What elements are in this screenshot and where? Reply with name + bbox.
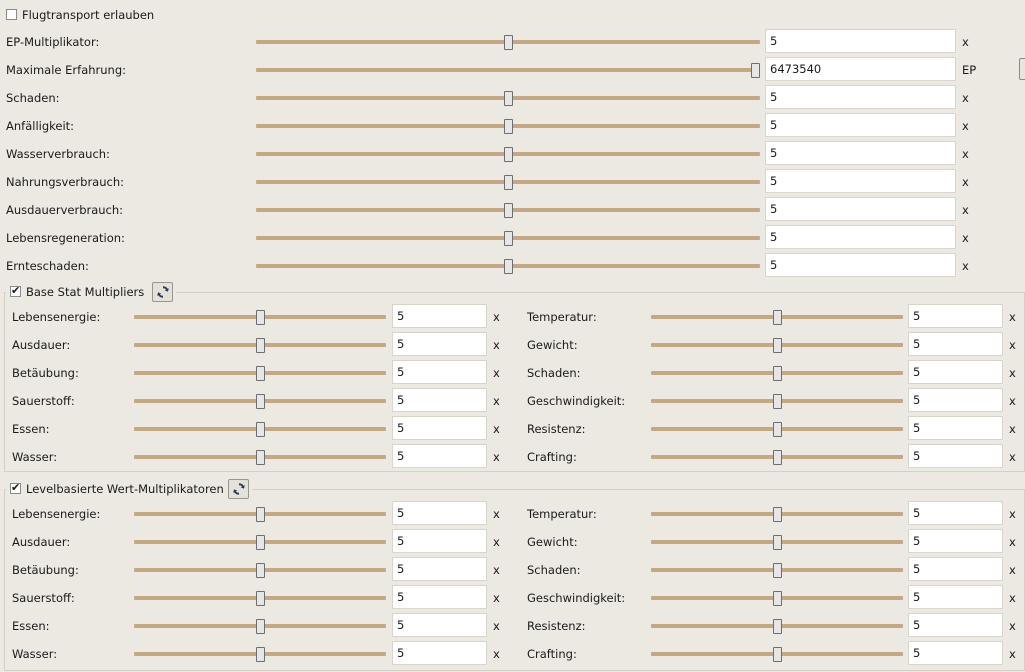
base-stat-left-4-label: Essen: xyxy=(12,422,50,436)
anfaelligkeit-label: Anfälligkeit: xyxy=(6,119,75,133)
base-stat-right-4-slider-thumb[interactable] xyxy=(773,422,782,437)
ep-multiplikator-input[interactable]: 5 xyxy=(765,29,956,53)
base-stat-right-5-input[interactable]: 5 xyxy=(908,444,1003,468)
flight-checkbox[interactable] xyxy=(6,9,17,20)
maximale-erfahrung-label: Maximale Erfahrung: xyxy=(6,63,127,77)
schaden-label: Schaden: xyxy=(6,91,60,105)
levelbasiert-left-3-unit: x xyxy=(493,591,500,605)
base-stat-right-5-label: Crafting: xyxy=(527,450,577,464)
maximale-erfahrung-slider-thumb[interactable] xyxy=(751,63,760,78)
levelbasiert-right-3-label: Geschwindigkeit: xyxy=(527,591,626,605)
base-stat-right-5-unit: x xyxy=(1009,450,1016,464)
ernteschaden-unit: x xyxy=(962,259,969,273)
lebensregeneration-slider-thumb[interactable] xyxy=(504,231,513,246)
base-stat-left-1-input[interactable]: 5 xyxy=(392,332,487,356)
wasserverbrauch-slider-thumb[interactable] xyxy=(504,147,513,162)
levelbasiert-right-5-input[interactable]: 5 xyxy=(908,641,1003,665)
base-stat-right-0-label: Temperatur: xyxy=(527,310,597,324)
levelbasiert-right-2-unit: x xyxy=(1009,563,1016,577)
levelbasiert-group xyxy=(4,489,1025,671)
base-stat-checkbox[interactable] xyxy=(10,286,21,297)
maximale-erfahrung-slider[interactable] xyxy=(256,68,760,72)
levelbasiert-left-0-slider-thumb[interactable] xyxy=(256,507,265,522)
base-stat-right-2-unit: x xyxy=(1009,366,1016,380)
levelbasiert-left-0-unit: x xyxy=(493,507,500,521)
flight-checkbox-label: Flugtransport erlauben xyxy=(22,8,155,22)
nahrungsverbrauch-unit: x xyxy=(962,175,969,189)
levelbasiert-left-0-label: Lebensenergie: xyxy=(12,507,101,521)
levelbasiert-right-4-slider-thumb[interactable] xyxy=(773,619,782,634)
base-stat-right-2-slider-thumb[interactable] xyxy=(773,366,782,381)
levelbasiert-left-1-slider-thumb[interactable] xyxy=(256,535,265,550)
base-stat-right-2-input[interactable]: 5 xyxy=(908,360,1003,384)
levelbasiert-left-2-slider-thumb[interactable] xyxy=(256,563,265,578)
ep-multiplikator-slider-thumb[interactable] xyxy=(504,35,513,50)
base-stat-left-2-unit: x xyxy=(493,366,500,380)
levelbasiert-left-4-label: Essen: xyxy=(12,619,50,633)
levelbasiert-title: Levelbasierte Wert-Multiplikatoren xyxy=(26,482,224,496)
ernteschaden-slider-thumb[interactable] xyxy=(504,259,513,274)
base-stat-left-1-label: Ausdauer: xyxy=(12,338,71,352)
base-stat-right-3-slider-thumb[interactable] xyxy=(773,394,782,409)
levelbasiert-left-3-label: Sauerstoff: xyxy=(12,591,75,605)
levelbasiert-right-2-slider-thumb[interactable] xyxy=(773,563,782,578)
levelbasiert-left-4-slider-thumb[interactable] xyxy=(256,619,265,634)
levelbasiert-right-3-unit: x xyxy=(1009,591,1016,605)
ausdauerverbrauch-unit: x xyxy=(962,203,969,217)
base-stat-left-3-input[interactable]: 5 xyxy=(392,388,487,412)
levelbasiert-right-5-unit: x xyxy=(1009,647,1016,661)
levelbasiert-right-5-label: Crafting: xyxy=(527,647,577,661)
levelbasiert-left-2-unit: x xyxy=(493,563,500,577)
levelbasiert-left-5-unit: x xyxy=(493,647,500,661)
base-stat-left-1-slider-thumb[interactable] xyxy=(256,338,265,353)
levelbasiert-right-4-label: Resistenz: xyxy=(527,619,586,633)
levelbasiert-left-5-slider-thumb[interactable] xyxy=(256,647,265,662)
nahrungsverbrauch-slider-thumb[interactable] xyxy=(504,175,513,190)
base-stat-right-0-slider-thumb[interactable] xyxy=(773,310,782,325)
base-stat-left-4-slider-thumb[interactable] xyxy=(256,422,265,437)
levelbasiert-left-5-input[interactable]: 5 xyxy=(392,641,487,665)
base-stat-right-5-slider-thumb[interactable] xyxy=(773,450,782,465)
base-stat-title: Base Stat Multipliers xyxy=(26,285,145,299)
levelbasiert-left-0-input[interactable]: 5 xyxy=(392,501,487,525)
levelbasiert-right-4-input[interactable]: 5 xyxy=(908,613,1003,637)
base-stat-right-0-unit: x xyxy=(1009,310,1016,324)
base-stat-right-1-slider-thumb[interactable] xyxy=(773,338,782,353)
base-stat-left-0-input[interactable]: 5 xyxy=(392,304,487,328)
levelbasiert-right-3-input[interactable]: 5 xyxy=(908,585,1003,609)
levelbasiert-left-2-label: Betäubung: xyxy=(12,563,79,577)
maximale-erfahrung-input[interactable]: 6473540 xyxy=(765,57,956,81)
base-stat-right-2-label: Schaden: xyxy=(527,366,581,380)
base-stat-right-1-input[interactable]: 5 xyxy=(908,332,1003,356)
levelbasiert-right-5-slider-thumb[interactable] xyxy=(773,647,782,662)
base-stat-right-3-label: Geschwindigkeit: xyxy=(527,394,626,408)
base-stat-left-0-unit: x xyxy=(493,310,500,324)
ernteschaden-label: Ernteschaden: xyxy=(6,259,89,273)
base-stat-left-5-slider-thumb[interactable] xyxy=(256,450,265,465)
levelbasiert-right-2-input[interactable]: 5 xyxy=(908,557,1003,581)
base-stat-left-2-slider-thumb[interactable] xyxy=(256,366,265,381)
levelbasiert-right-1-unit: x xyxy=(1009,535,1016,549)
anfaelligkeit-unit: x xyxy=(962,119,969,133)
anfaelligkeit-input[interactable]: 5 xyxy=(765,113,956,137)
base-stat-left-2-label: Betäubung: xyxy=(12,366,79,380)
levelbasiert-left-2-input[interactable]: 5 xyxy=(392,557,487,581)
levelbasiert-right-0-label: Temperatur: xyxy=(527,507,597,521)
base-stat-left-3-label: Sauerstoff: xyxy=(12,394,75,408)
base-stat-right-1-label: Gewicht: xyxy=(527,338,578,352)
base-stat-left-5-unit: x xyxy=(493,450,500,464)
levelbasiert-right-2-label: Schaden: xyxy=(527,563,581,577)
levelbasiert-right-1-input[interactable]: 5 xyxy=(908,529,1003,553)
base-stat-left-5-label: Wasser: xyxy=(12,450,58,464)
base-stat-left-0-label: Lebensenergie: xyxy=(12,310,101,324)
nahrungsverbrauch-input[interactable]: 5 xyxy=(765,169,956,193)
schaden-input[interactable]: 5 xyxy=(765,85,956,109)
side-button[interactable] xyxy=(1019,58,1025,80)
levelbasiert-checkbox[interactable] xyxy=(10,483,21,494)
anfaelligkeit-slider-thumb[interactable] xyxy=(504,119,513,134)
base-stat-left-2-input[interactable]: 5 xyxy=(392,360,487,384)
levelbasiert-left-1-label: Ausdauer: xyxy=(12,535,71,549)
levelbasiert-left-4-input[interactable]: 5 xyxy=(392,613,487,637)
lebensregeneration-label: Lebensregeneration: xyxy=(6,231,125,245)
base-stat-left-0-slider-thumb[interactable] xyxy=(256,310,265,325)
lebensregeneration-input[interactable]: 5 xyxy=(765,225,956,249)
base-stat-right-4-input[interactable]: 5 xyxy=(908,416,1003,440)
base-stat-left-3-slider-thumb[interactable] xyxy=(256,394,265,409)
base-stat-right-1-unit: x xyxy=(1009,338,1016,352)
ep-multiplikator-unit: x xyxy=(962,35,969,49)
schaden-slider-thumb[interactable] xyxy=(504,91,513,106)
levelbasiert-left-5-label: Wasser: xyxy=(12,647,58,661)
base-stat-left-3-unit: x xyxy=(493,394,500,408)
check-icon: ✔ xyxy=(11,284,21,297)
refresh-icon xyxy=(232,482,246,496)
levelbasiert-right-0-slider-thumb[interactable] xyxy=(773,507,782,522)
refresh-icon xyxy=(156,285,170,299)
levelbasiert-left-1-unit: x xyxy=(493,535,500,549)
levelbasiert-right-1-slider-thumb[interactable] xyxy=(773,535,782,550)
base-stat-reset-button[interactable] xyxy=(152,282,173,302)
lebensregeneration-unit: x xyxy=(962,231,969,245)
base-stat-right-4-unit: x xyxy=(1009,422,1016,436)
base-stat-left-4-unit: x xyxy=(493,422,500,436)
ausdauerverbrauch-slider-thumb[interactable] xyxy=(504,203,513,218)
nahrungsverbrauch-label: Nahrungsverbrauch: xyxy=(6,175,124,189)
wasserverbrauch-label: Wasserverbrauch: xyxy=(6,147,110,161)
levelbasiert-right-0-input[interactable]: 5 xyxy=(908,501,1003,525)
levelbasiert-right-4-unit: x xyxy=(1009,619,1016,633)
ausdauerverbrauch-input[interactable]: 5 xyxy=(765,197,956,221)
wasserverbrauch-unit: x xyxy=(962,147,969,161)
schaden-unit: x xyxy=(962,91,969,105)
ausdauerverbrauch-label: Ausdauerverbrauch: xyxy=(6,203,124,217)
base-stat-right-4-label: Resistenz: xyxy=(527,422,586,436)
base-stat-right-3-unit: x xyxy=(1009,394,1016,408)
ernteschaden-input[interactable]: 5 xyxy=(765,253,956,277)
wasserverbrauch-input[interactable]: 5 xyxy=(765,141,956,165)
base-stat-left-5-input[interactable]: 5 xyxy=(392,444,487,468)
levelbasiert-right-1-label: Gewicht: xyxy=(527,535,578,549)
levelbasiert-right-0-unit: x xyxy=(1009,507,1016,521)
check-icon: ✔ xyxy=(11,481,21,494)
levelbasiert-left-3-slider-thumb[interactable] xyxy=(256,591,265,606)
levelbasiert-left-3-input[interactable]: 5 xyxy=(392,585,487,609)
levelbasiert-right-3-slider-thumb[interactable] xyxy=(773,591,782,606)
levelbasiert-reset-button[interactable] xyxy=(228,479,249,499)
levelbasiert-left-4-unit: x xyxy=(493,619,500,633)
base-stat-right-3-input[interactable]: 5 xyxy=(908,388,1003,412)
base-stat-left-1-unit: x xyxy=(493,338,500,352)
base-stat-group xyxy=(4,292,1025,472)
ep-multiplikator-label: EP-Multiplikator: xyxy=(6,35,100,49)
base-stat-left-4-input[interactable]: 5 xyxy=(392,416,487,440)
maximale-erfahrung-unit: EP xyxy=(962,63,977,77)
base-stat-right-0-input[interactable]: 5 xyxy=(908,304,1003,328)
levelbasiert-left-1-input[interactable]: 5 xyxy=(392,529,487,553)
